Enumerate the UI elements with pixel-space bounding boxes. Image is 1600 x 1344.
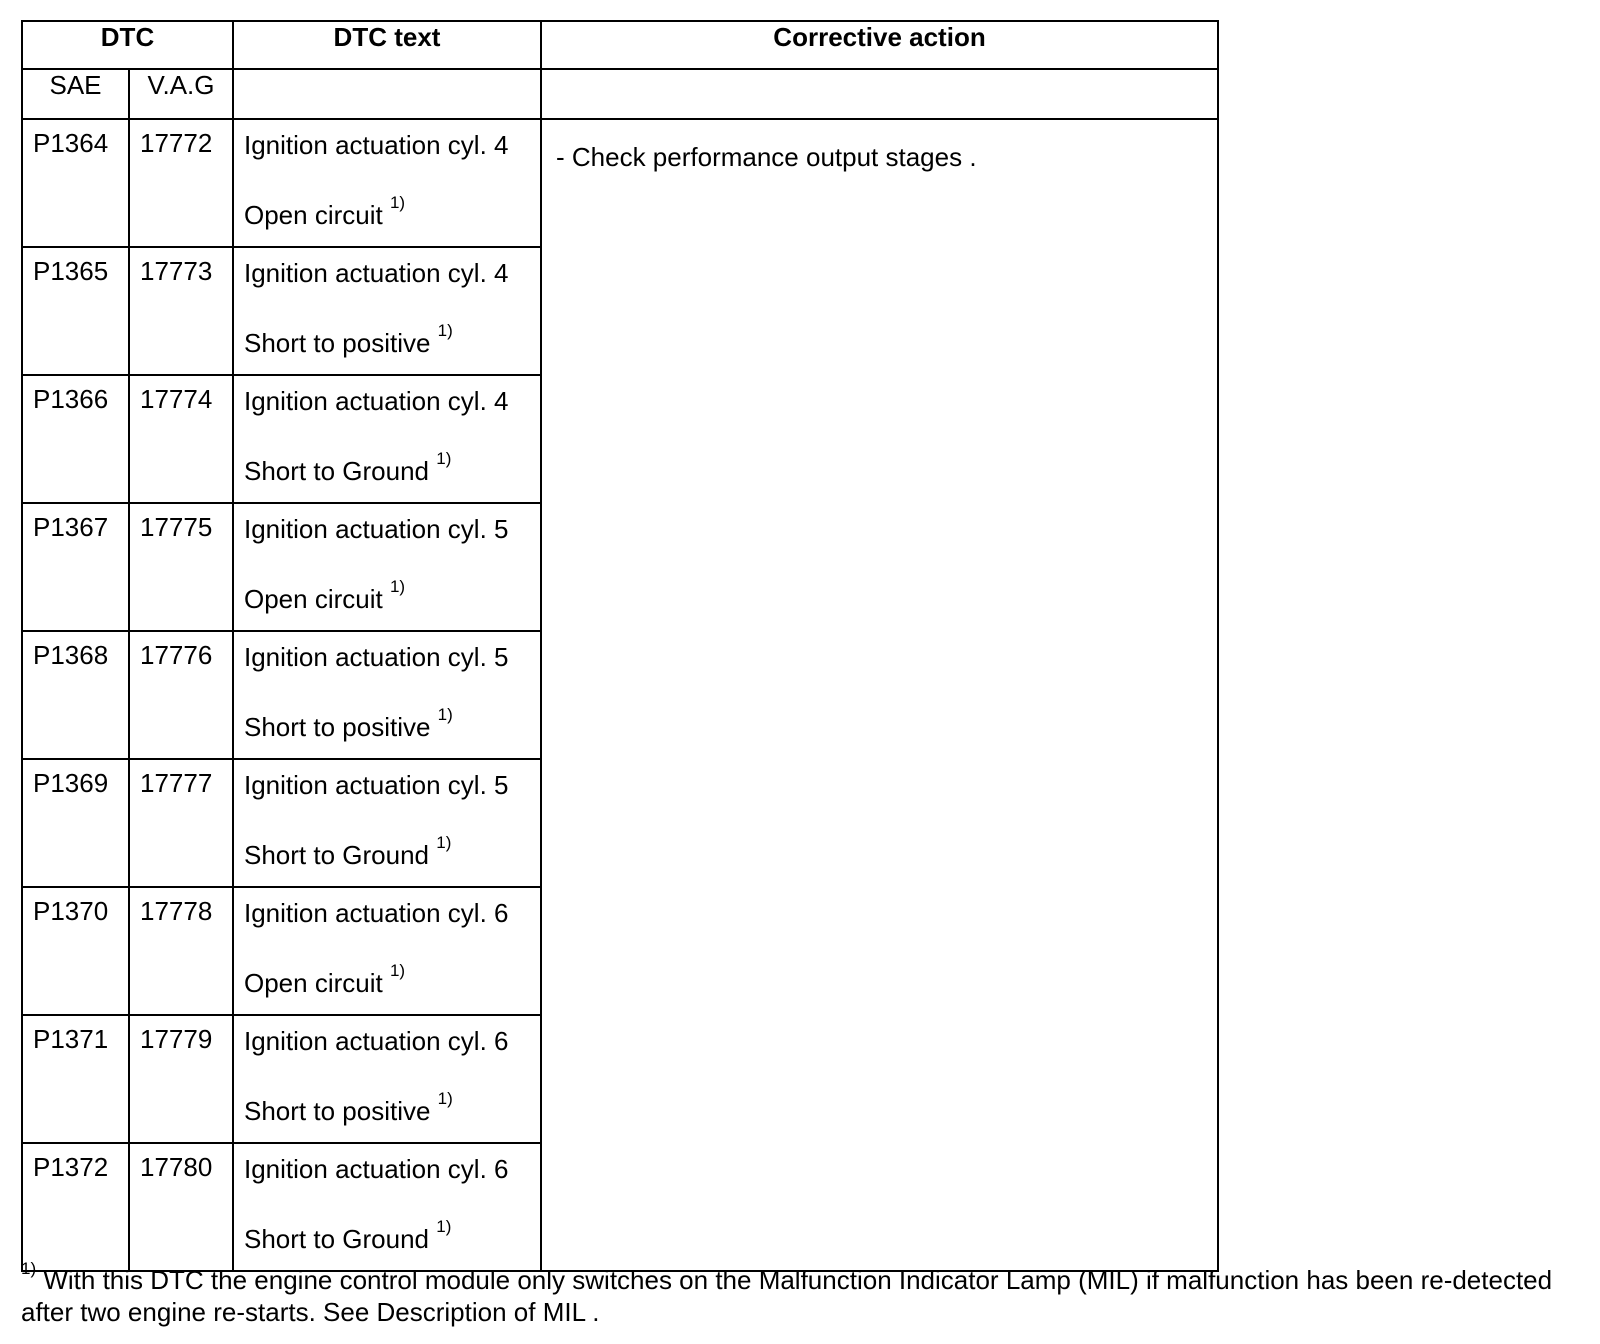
- sae-code: P1370: [22, 887, 129, 1015]
- dtc-text-cell: [233, 1143, 541, 1271]
- dtc-fault-type: Open circuit: [244, 968, 383, 998]
- footnote-ref: 1): [437, 1089, 453, 1108]
- dtc-table: [21, 20, 1219, 1272]
- dtc-text-cell: [233, 375, 541, 503]
- vag-code: 17776: [129, 631, 233, 759]
- dtc-fault-type: Short to Ground: [244, 1224, 429, 1254]
- dtc-text-cell: [233, 247, 541, 375]
- footnote-ref: 1): [436, 449, 452, 468]
- header-empty-action: [541, 69, 1218, 119]
- sae-code: P1369: [22, 759, 129, 887]
- table-body: [22, 119, 1218, 1271]
- sae-code: P1366: [22, 375, 129, 503]
- dtc-text-line1: Ignition actuation cyl. 6: [244, 1154, 509, 1184]
- dtc-fault-type: Open circuit: [244, 200, 383, 230]
- dtc-text-line2: [244, 577, 540, 616]
- header-vag: V.A.G: [129, 69, 233, 119]
- dtc-text-line1: Ignition actuation cyl. 5: [244, 770, 509, 800]
- vag-code: 17775: [129, 503, 233, 631]
- header-corrective-action: Corrective action: [541, 21, 1218, 69]
- vag-code: 17780: [129, 1143, 233, 1271]
- dtc-text-cell: [233, 503, 541, 631]
- vag-code: 17779: [129, 1015, 233, 1143]
- dtc-text-line2: [244, 1089, 540, 1128]
- header-sae: SAE: [22, 69, 129, 119]
- footnote: [21, 1259, 1591, 1328]
- sae-code: P1367: [22, 503, 129, 631]
- vag-code: 17777: [129, 759, 233, 887]
- footnote-ref: 1): [436, 1217, 452, 1236]
- dtc-text-line2: [244, 321, 540, 360]
- dtc-text-cell: [233, 1015, 541, 1143]
- dtc-text-line2: [244, 1217, 540, 1256]
- dtc-text-line1: Ignition actuation cyl. 6: [244, 898, 509, 928]
- dtc-text-cell: [233, 759, 541, 887]
- header-row: [22, 21, 1218, 69]
- sae-code: P1364: [22, 119, 129, 247]
- sae-code: P1371: [22, 1015, 129, 1143]
- dtc-text-cell: [233, 887, 541, 1015]
- header-dtc: DTC: [22, 21, 233, 69]
- dtc-text-line1: Ignition actuation cyl. 4: [244, 130, 509, 160]
- footnote-ref: 1): [437, 705, 453, 724]
- footnote-ref: 1): [389, 577, 406, 596]
- sae-code: P1365: [22, 247, 129, 375]
- dtc-text-line1: Ignition actuation cyl. 4: [244, 386, 509, 416]
- dtc-fault-type: Short to Ground: [244, 840, 429, 870]
- dtc-text-line2: [244, 833, 540, 872]
- corrective-action-cell: - Check performance output stages .: [541, 119, 1218, 1271]
- dtc-text-line1: Ignition actuation cyl. 6: [244, 1026, 509, 1056]
- dtc-text-line2: [244, 705, 540, 744]
- dtc-fault-type: Short to positive: [244, 328, 431, 358]
- footnote-ref: 1): [389, 193, 406, 212]
- dtc-text-cell: [233, 631, 541, 759]
- header-dtc-text: DTC text: [233, 21, 541, 69]
- footnote-ref: 1): [436, 833, 452, 852]
- dtc-text-cell: [233, 119, 541, 247]
- sae-code: P1368: [22, 631, 129, 759]
- vag-code: 17772: [129, 119, 233, 247]
- dtc-fault-type: Open circuit: [244, 584, 383, 614]
- dtc-text-line1: Ignition actuation cyl. 5: [244, 642, 509, 672]
- vag-code: 17774: [129, 375, 233, 503]
- dtc-text-line1: Ignition actuation cyl. 4: [244, 258, 509, 288]
- dtc-text-line2: [244, 193, 540, 232]
- dtc-text-line2: [244, 961, 540, 1000]
- vag-code: 17773: [129, 247, 233, 375]
- dtc-text-line1: Ignition actuation cyl. 5: [244, 514, 509, 544]
- footnote-marker: 1): [21, 1259, 37, 1278]
- header-empty-text: [233, 69, 541, 119]
- footnote-text: With this DTC the engine control module only switches on the Malfunction Indicator Lamp (MIL) if malfunction has been re-detected after two engine re-starts. See Description of MIL .: [21, 1265, 1553, 1327]
- subheader-row: [22, 69, 1218, 119]
- dtc-fault-type: Short to Ground: [244, 456, 429, 486]
- dtc-text-line2: [244, 449, 540, 488]
- sae-code: P1372: [22, 1143, 129, 1271]
- vag-code: 17778: [129, 887, 233, 1015]
- dtc-fault-type: Short to positive: [244, 712, 431, 742]
- footnote-ref: 1): [437, 321, 453, 340]
- dtc-fault-type: Short to positive: [244, 1096, 431, 1126]
- footnote-ref: 1): [389, 961, 406, 980]
- table-row: [22, 119, 1218, 247]
